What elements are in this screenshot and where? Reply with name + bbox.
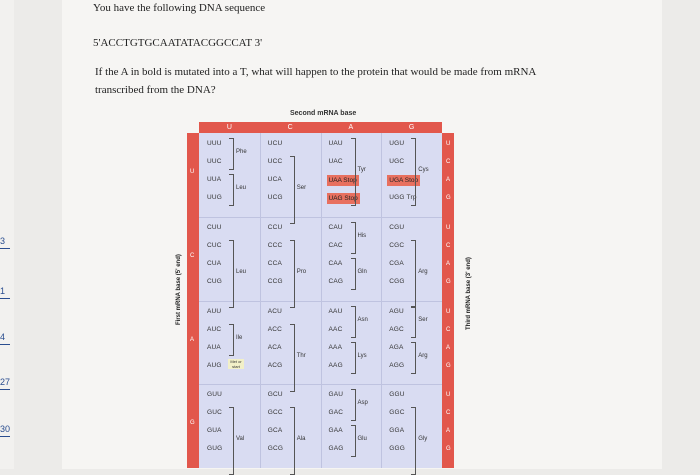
codon: AGA [389, 343, 404, 351]
codon: CAU [328, 223, 343, 231]
left-window-edge [0, 0, 14, 469]
second-base-a: A [348, 124, 354, 131]
amino-acid-ala: Ala [296, 436, 306, 443]
amino-acid-bracket [351, 222, 356, 254]
codon: CGU [389, 223, 405, 231]
codon: GUC [207, 409, 223, 417]
codon: AAG [328, 361, 343, 369]
amino-acid-bracket [229, 240, 234, 308]
codon: AAC [328, 325, 343, 333]
amino-acid-asp: Asp [357, 400, 368, 407]
amino-acid-met: Met or start [228, 359, 244, 369]
third-base-letter: G [446, 195, 451, 201]
second-base-g: G [408, 124, 415, 131]
codon: GAG [328, 445, 344, 453]
codon-table [172, 110, 472, 468]
codon: UAU [328, 140, 343, 147]
codon: GGA [389, 427, 405, 435]
codon: CUU [207, 223, 222, 231]
third-base-letter: G [446, 278, 451, 285]
amino-acid-his: His [357, 232, 367, 239]
codon: CUA [207, 259, 222, 267]
grid-divider [199, 384, 442, 385]
codon: GCG [267, 445, 284, 453]
codon: CUC [207, 241, 222, 249]
codon: AUA [207, 343, 221, 351]
third-base-letter: C [446, 410, 451, 417]
codon: UGU [389, 140, 405, 147]
third-base-letter: U [446, 392, 451, 399]
second-base-u: U [226, 124, 232, 131]
codon: AUG [207, 361, 222, 369]
codon: CAA [328, 259, 343, 267]
codon: UUC [207, 158, 222, 165]
amino-acid-cys: Cys [418, 167, 429, 173]
third-base-letter: C [446, 159, 451, 165]
codon: UUU [207, 140, 222, 147]
codon: CGG [389, 277, 405, 285]
codon: UCU [267, 140, 283, 147]
amino-acid-bracket [229, 138, 234, 170]
edge-dash [0, 344, 10, 345]
amino-acid-arg: Arg [418, 352, 428, 359]
edge-number: 1 [0, 286, 6, 296]
question-text-line2: transcribed from the DNA? [95, 84, 216, 96]
amino-acid-leu: Leu [236, 185, 247, 191]
amino-acid-bracket [351, 342, 356, 374]
amino-acid-bracket [351, 258, 356, 290]
codon: AAU [328, 307, 343, 315]
third-base-title: Third mRNA base (3' end) [466, 257, 472, 330]
first-base-g: G [190, 420, 195, 427]
codon: GCC [267, 409, 283, 417]
amino-acid-asn: Asn [357, 316, 368, 323]
stop-codon: UGA Stop [389, 177, 419, 184]
third-base-letter: G [446, 362, 451, 369]
amino-acid-bracket [290, 156, 295, 224]
codon: AUC [207, 325, 222, 333]
codon: GUU [207, 391, 223, 399]
third-base-letter: U [446, 224, 451, 231]
codon: GGG [389, 445, 406, 453]
edge-number: 30 [0, 424, 11, 434]
amino-acid-bracket [351, 138, 356, 206]
stop-codon: UAG Stop [328, 195, 358, 202]
amino-acid-val: Val [236, 436, 245, 443]
codon: GAC [328, 409, 344, 417]
amino-acid-bracket [290, 240, 295, 308]
dna-sequence: 5'ACCTGTGCAATATACGGCCAT 3' [93, 37, 263, 49]
codon: ACG [267, 361, 283, 369]
question-text-line1: If the A in bold is mutated into a T, what will happen to the protein that would be made from mRNA [95, 66, 537, 78]
amino-acid-ser: Ser [296, 185, 307, 191]
second-base-title: Second mRNA base [290, 110, 357, 117]
third-base-letter: A [446, 260, 451, 267]
amino-acid-pro: Pro [296, 268, 307, 275]
amino-acid-lys: Lys [357, 352, 367, 359]
stop-codon: UAA Stop [328, 177, 357, 184]
codon: GAU [328, 391, 344, 399]
amino-acid-bracket [411, 306, 416, 338]
codon: ACU [267, 307, 283, 315]
edge-dash [0, 389, 10, 390]
codon: GCA [267, 427, 283, 435]
question-intro: You have the following DNA sequence [93, 2, 266, 14]
amino-acid-gln: Gln [357, 268, 367, 275]
edge-dash [0, 298, 10, 299]
codon: UCC [267, 158, 283, 165]
third-base-letter: G [446, 446, 451, 453]
codon: ACA [267, 343, 282, 351]
codon: GUG [207, 445, 223, 453]
codon: CGA [389, 259, 404, 267]
edge-number: 3 [0, 236, 6, 246]
codon: UUG [207, 194, 223, 201]
third-base-column [442, 133, 454, 468]
third-base-letter: C [446, 326, 451, 333]
grid-divider [199, 301, 442, 302]
edge-dash [0, 436, 10, 437]
codon: UCG [267, 194, 283, 201]
amino-acid-glu: Glu [357, 436, 367, 443]
codon: GAA [328, 427, 343, 435]
edge-number: 27 [0, 377, 11, 387]
codon: UGC [389, 158, 405, 165]
amino-acid-bracket [229, 174, 234, 206]
amino-acid-bracket [290, 407, 295, 475]
amino-acid-bracket [229, 324, 234, 356]
amino-acid-bracket [229, 407, 234, 475]
amino-acid-arg: Arg [418, 268, 428, 275]
amino-acid-bracket [351, 389, 356, 421]
codon: CCG [267, 277, 283, 285]
first-base-u: U [190, 169, 195, 175]
first-base-title: First mRNA base (5' end) [176, 254, 182, 325]
amino-acid-bracket [351, 425, 356, 457]
third-base-letter: U [446, 308, 451, 315]
amino-acid-bracket [290, 324, 295, 392]
codon: GGC [389, 409, 405, 417]
amino-acid-phe: Phe [236, 149, 247, 155]
third-base-letter: U [446, 141, 451, 147]
third-base-letter: A [446, 344, 451, 351]
codon: CCA [267, 259, 283, 267]
codon: GGU [389, 391, 405, 399]
codon: UGG Trp [389, 194, 417, 201]
amino-acid-bracket [411, 138, 416, 206]
codon: CCC [267, 241, 283, 249]
amino-acid-leu: Leu [236, 268, 247, 275]
codon: CGC [389, 241, 405, 249]
grid-divider [199, 217, 442, 218]
amino-acid-ile: Ile [236, 334, 243, 341]
third-base-letter: C [446, 242, 451, 249]
third-base-letter: A [446, 428, 451, 435]
second-base-c: C [287, 124, 293, 131]
codon: ACC [267, 325, 283, 333]
edge-dash [0, 248, 10, 249]
codon: GCU [267, 391, 283, 399]
codon: UAC [328, 158, 343, 165]
codon: AGU [389, 307, 404, 315]
amino-acid-bracket [351, 306, 356, 338]
codon: UCA [267, 176, 283, 183]
edge-number: 4 [0, 332, 6, 342]
codon: AGG [389, 361, 405, 369]
codon: UUA [207, 176, 222, 183]
amino-acid-ser: Ser [418, 316, 428, 323]
codon: CUG [207, 277, 223, 285]
codon: CAG [328, 277, 344, 285]
third-base-letter: A [446, 177, 451, 183]
first-base-a: A [190, 336, 195, 343]
amino-acid-thr: Thr [296, 352, 306, 359]
codon: AUU [207, 307, 222, 315]
first-base-c: C [190, 252, 195, 259]
codon: CCU [267, 223, 283, 231]
amino-acid-tyr: Tyr [357, 167, 366, 173]
first-base-column [187, 133, 199, 468]
amino-acid-bracket [411, 407, 416, 475]
codon: AGC [389, 325, 404, 333]
amino-acid-bracket [411, 240, 416, 308]
codon: GUA [207, 427, 222, 435]
amino-acid-gly: Gly [418, 436, 428, 443]
amino-acid-bracket [411, 342, 416, 374]
codon: CAC [328, 241, 343, 249]
codon: AAA [328, 343, 343, 351]
